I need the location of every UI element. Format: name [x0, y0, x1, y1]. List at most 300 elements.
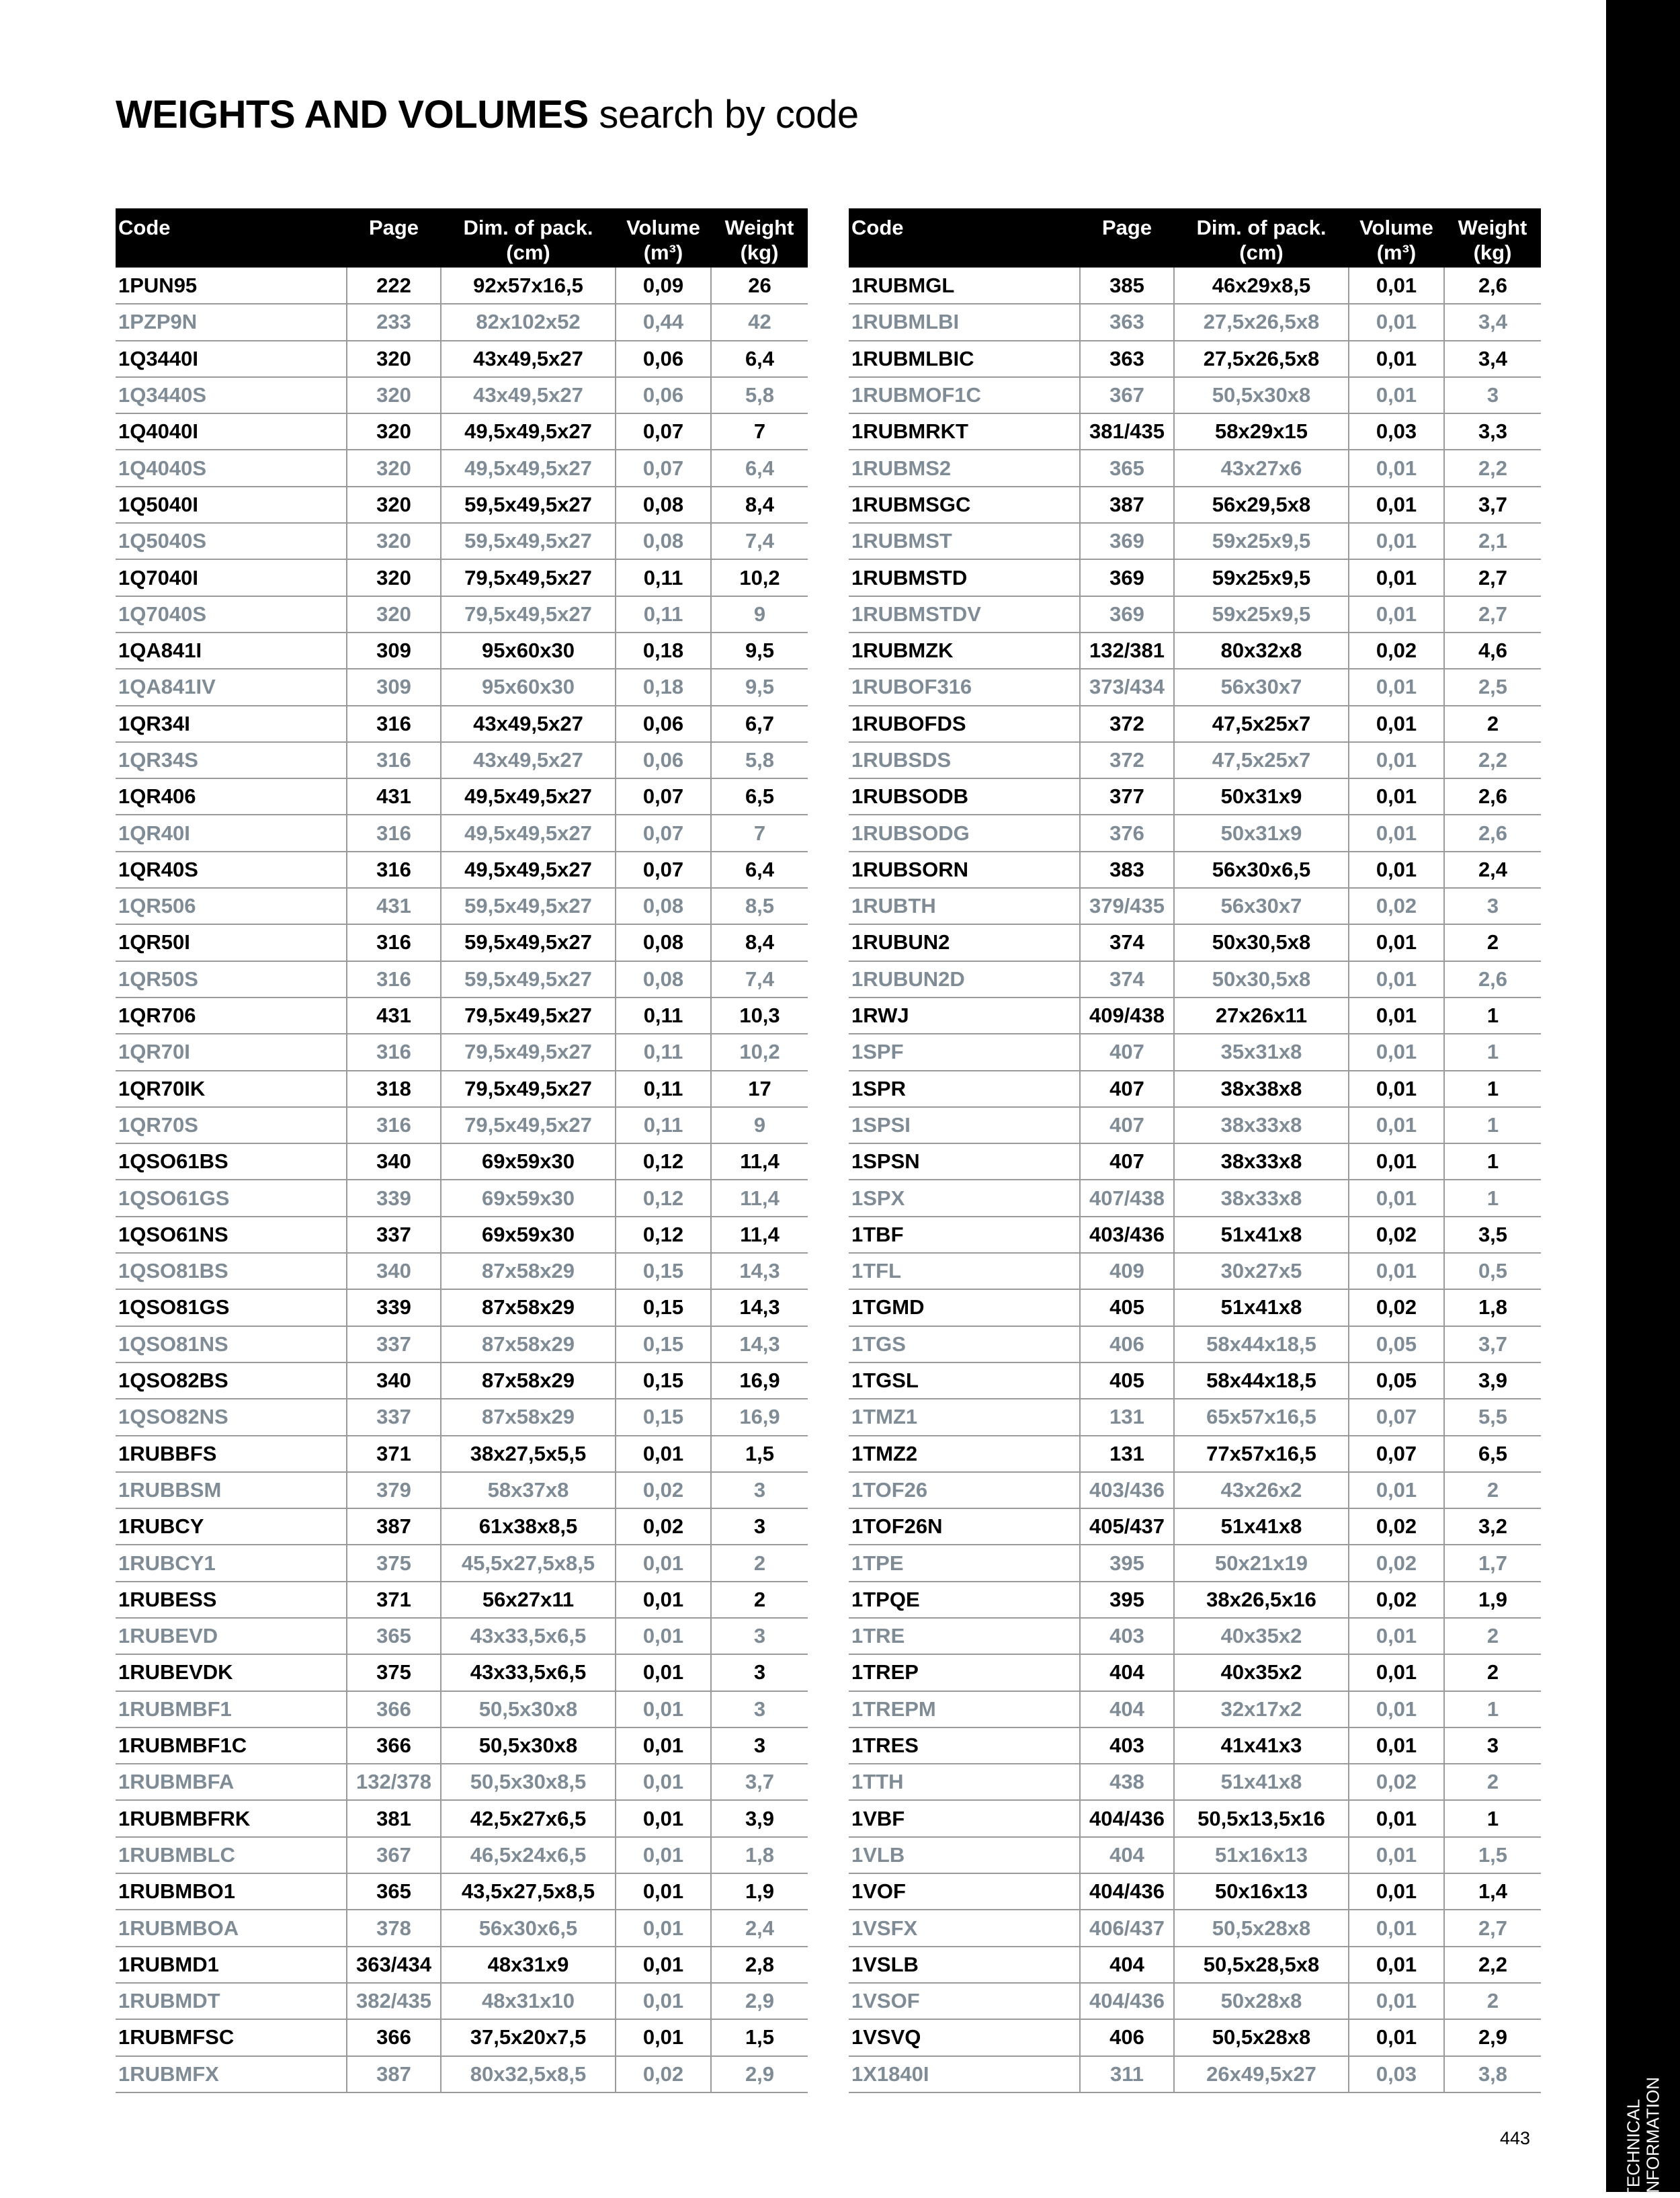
table-row: [116, 1143, 808, 1180]
cell-code: 1TGMD: [849, 1289, 1080, 1326]
table-row: [849, 633, 1541, 669]
cell-code: 1QR34I: [116, 706, 347, 742]
cell-page: 320: [347, 450, 441, 486]
cell-code: 1Q5040I: [116, 487, 347, 523]
cell-page: 375: [347, 1545, 441, 1581]
cell-dimensions: 50,5x28x8: [1174, 2019, 1349, 2055]
table-row: [849, 924, 1541, 961]
cell-weight: 5,5: [1444, 1399, 1541, 1435]
cell-dimensions: 87x58x29: [441, 1326, 616, 1362]
cell-weight: 2,6: [1444, 268, 1541, 304]
cell-volume: 0,01: [1349, 487, 1444, 523]
table-row: [849, 1618, 1541, 1654]
cell-page: 403/436: [1080, 1217, 1174, 1253]
cell-volume: 0,06: [616, 377, 711, 413]
cell-page: 309: [347, 633, 441, 669]
cell-page: 132/381: [1080, 633, 1174, 669]
cell-code: 1Q5040S: [116, 523, 347, 559]
table-row: [849, 778, 1541, 815]
cell-weight: 7: [711, 815, 808, 851]
cell-page: 369: [1080, 523, 1174, 559]
cell-volume: 0,01: [616, 1618, 711, 1654]
cell-code: 1Q3440I: [116, 341, 347, 377]
cell-dimensions: 38x27,5x5,5: [441, 1436, 616, 1472]
cell-page: 373/434: [1080, 669, 1174, 705]
cell-weight: 26: [711, 268, 808, 304]
cell-weight: 1: [1444, 1800, 1541, 1836]
table-row: [116, 1508, 808, 1545]
cell-page: 404/436: [1080, 1983, 1174, 2019]
cell-weight: 3,2: [1444, 1508, 1541, 1545]
cell-page: 407/438: [1080, 1180, 1174, 1216]
cell-weight: 3: [1444, 1727, 1541, 1764]
cell-page: 316: [347, 961, 441, 998]
cell-page: 395: [1080, 1582, 1174, 1618]
cell-page: 404/436: [1080, 1873, 1174, 1910]
col-header-weight: Weight (kg): [1444, 208, 1541, 268]
cell-weight: 2,2: [1444, 1947, 1541, 1983]
cell-code: 1RUBMLBIC: [849, 341, 1080, 377]
cell-code: 1RUBMD1: [116, 1947, 347, 1983]
cell-weight: 1: [1444, 1034, 1541, 1070]
cell-dimensions: 43,5x27,5x8,5: [441, 1873, 616, 1910]
cell-weight: 1,5: [711, 1436, 808, 1472]
page-title-rest: search by code: [588, 93, 859, 136]
cell-page: 379/435: [1080, 888, 1174, 924]
cell-weight: 11,4: [711, 1217, 808, 1253]
table-row: [116, 1107, 808, 1143]
cell-volume: 0,07: [616, 852, 711, 888]
cell-dimensions: 45,5x27,5x8,5: [441, 1545, 616, 1581]
table-row: [849, 268, 1541, 304]
cell-weight: 6,4: [711, 341, 808, 377]
cell-code: 1QSO61NS: [116, 1217, 347, 1253]
table-row: [116, 706, 808, 742]
side-tab-label: [1624, 2077, 1662, 2198]
cell-volume: 0,02: [1349, 1217, 1444, 1253]
table-row: [849, 1034, 1541, 1070]
cell-volume: 0,01: [1349, 961, 1444, 998]
cell-weight: 2: [1444, 1654, 1541, 1691]
table-row: [116, 1727, 808, 1764]
cell-code: 1RUBMFSC: [116, 2019, 347, 2055]
table-row: [116, 1071, 808, 1107]
cell-volume: 0,01: [1349, 1034, 1444, 1070]
cell-dimensions: 50,5x30x8: [441, 1727, 616, 1764]
cell-volume: 0,01: [1349, 1180, 1444, 1216]
cell-code: 1VSLB: [849, 1947, 1080, 1983]
cell-code: 1RUBMZK: [849, 633, 1080, 669]
cell-page: 409: [1080, 1253, 1174, 1289]
table-row: [116, 924, 808, 961]
cell-weight: 2: [711, 1545, 808, 1581]
table-row: [116, 1253, 808, 1289]
table-row: [849, 1873, 1541, 1910]
cell-dimensions: 50x30,5x8: [1174, 924, 1349, 961]
cell-weight: 2,6: [1444, 815, 1541, 851]
cell-dimensions: 46,5x24x6,5: [441, 1837, 616, 1873]
cell-weight: 1: [1444, 1180, 1541, 1216]
cell-volume: 0,15: [616, 1399, 711, 1435]
cell-dimensions: 59,5x49,5x27: [441, 487, 616, 523]
cell-weight: 7: [711, 413, 808, 450]
cell-dimensions: 43x26x2: [1174, 1472, 1349, 1508]
cell-weight: 3,7: [1444, 487, 1541, 523]
table-row: [116, 487, 808, 523]
table-row: [849, 377, 1541, 413]
cell-page: 340: [347, 1253, 441, 1289]
cell-page: 387: [1080, 487, 1174, 523]
cell-page: 337: [347, 1217, 441, 1253]
cell-page: 407: [1080, 1034, 1174, 1070]
cell-page: 365: [1080, 450, 1174, 486]
cell-weight: 0,5: [1444, 1253, 1541, 1289]
cell-code: 1X1840I: [849, 2056, 1080, 2092]
cell-code: 1SPF: [849, 1034, 1080, 1070]
cell-dimensions: 26x49,5x27: [1174, 2056, 1349, 2092]
cell-code: 1QR70I: [116, 1034, 347, 1070]
cell-volume: 0,01: [1349, 706, 1444, 742]
cell-weight: 14,3: [711, 1326, 808, 1362]
cell-code: 1Q3440S: [116, 377, 347, 413]
table-header: [116, 208, 808, 268]
cell-weight: 1: [1444, 998, 1541, 1034]
col-header-volume: Volume (m³): [616, 208, 711, 268]
cell-code: 1RUBEVD: [116, 1618, 347, 1654]
cell-code: 1RUBSDS: [849, 742, 1080, 778]
cell-page: 371: [347, 1582, 441, 1618]
cell-volume: 0,01: [616, 1983, 711, 2019]
cell-volume: 0,11: [616, 1034, 711, 1070]
table-row: [116, 523, 808, 559]
cell-page: 316: [347, 706, 441, 742]
cell-dimensions: 50,5x30x8: [1174, 377, 1349, 413]
cell-page: 404: [1080, 1947, 1174, 1983]
side-tab-label-line-2: INFORMATION: [1642, 2076, 1663, 2198]
cell-page: 381: [347, 1800, 441, 1836]
cell-dimensions: 51x16x13: [1174, 1837, 1349, 1873]
cell-code: 1RWJ: [849, 998, 1080, 1034]
table-row: [116, 1326, 808, 1362]
cell-volume: 0,02: [616, 2056, 711, 2092]
cell-page: 403: [1080, 1618, 1174, 1654]
cell-weight: 6,5: [711, 778, 808, 815]
cell-code: 1TOF26: [849, 1472, 1080, 1508]
table-row: [116, 1582, 808, 1618]
cell-dimensions: 50x21x19: [1174, 1545, 1349, 1581]
cell-page: 378: [347, 1910, 441, 1946]
cell-volume: 0,15: [616, 1326, 711, 1362]
cell-code: 1VSOF: [849, 1983, 1080, 2019]
cell-weight: 6,5: [1444, 1436, 1541, 1472]
cell-weight: 5,8: [711, 742, 808, 778]
cell-volume: 0,02: [616, 1472, 711, 1508]
table-row: [849, 1180, 1541, 1216]
cell-dimensions: 48x31x9: [441, 1947, 616, 1983]
cell-dimensions: 56x27x11: [441, 1582, 616, 1618]
cell-weight: 3: [711, 1691, 808, 1727]
cell-weight: 3: [711, 1508, 808, 1545]
cell-weight: 2: [1444, 706, 1541, 742]
cell-weight: 7,4: [711, 961, 808, 998]
cell-code: 1QR50I: [116, 924, 347, 961]
cell-dimensions: 59,5x49,5x27: [441, 523, 616, 559]
cell-dimensions: 77x57x16,5: [1174, 1436, 1349, 1472]
cell-dimensions: 43x49,5x27: [441, 377, 616, 413]
cell-volume: 0,07: [616, 450, 711, 486]
cell-dimensions: 56x29,5x8: [1174, 487, 1349, 523]
cell-dimensions: 79,5x49,5x27: [441, 596, 616, 633]
cell-volume: 0,07: [1349, 1399, 1444, 1435]
cell-page: 372: [1080, 742, 1174, 778]
table-row: [849, 1253, 1541, 1289]
cell-weight: 11,4: [711, 1143, 808, 1180]
table-row: [116, 1654, 808, 1691]
cell-dimensions: 51x41x8: [1174, 1289, 1349, 1326]
cell-page: 381/435: [1080, 413, 1174, 450]
cell-weight: 3,4: [1444, 341, 1541, 377]
cell-code: 1TREPM: [849, 1691, 1080, 1727]
cell-code: 1Q7040S: [116, 596, 347, 633]
table-row: [116, 852, 808, 888]
table-row: [849, 450, 1541, 486]
cell-dimensions: 80x32x8: [1174, 633, 1349, 669]
cell-page: 339: [347, 1180, 441, 1216]
table-row: [116, 1217, 808, 1253]
cell-weight: 10,3: [711, 998, 808, 1034]
cell-code: 1TRES: [849, 1727, 1080, 1764]
cell-weight: 2,6: [1444, 778, 1541, 815]
cell-page: 383: [1080, 852, 1174, 888]
cell-weight: 9,5: [711, 633, 808, 669]
cell-dimensions: 35x31x8: [1174, 1034, 1349, 1070]
cell-code: 1Q4040S: [116, 450, 347, 486]
cell-code: 1TGSL: [849, 1362, 1080, 1399]
cell-weight: 1: [1444, 1107, 1541, 1143]
table-header: [849, 208, 1541, 268]
cell-dimensions: 50x31x9: [1174, 778, 1349, 815]
cell-dimensions: 38x33x8: [1174, 1107, 1349, 1143]
cell-page: 405: [1080, 1289, 1174, 1326]
cell-code: 1QR506: [116, 888, 347, 924]
cell-page: 407: [1080, 1107, 1174, 1143]
cell-dimensions: 79,5x49,5x27: [441, 559, 616, 596]
cell-dimensions: 43x33,5x6,5: [441, 1618, 616, 1654]
cell-dimensions: 58x29x15: [1174, 413, 1349, 450]
table-row: [116, 1472, 808, 1508]
cell-dimensions: 50,5x28,5x8: [1174, 1947, 1349, 1983]
cell-page: 365: [347, 1873, 441, 1910]
cell-volume: 0,01: [1349, 924, 1444, 961]
page-number: 443: [1500, 2128, 1531, 2148]
cell-weight: 2: [1444, 1472, 1541, 1508]
cell-dimensions: 95x60x30: [441, 669, 616, 705]
cell-weight: 1: [1444, 1691, 1541, 1727]
cell-weight: 16,9: [711, 1362, 808, 1399]
cell-weight: 10,2: [711, 1034, 808, 1070]
cell-code: 1QSO82NS: [116, 1399, 347, 1435]
cell-dimensions: 56x30x6,5: [1174, 852, 1349, 888]
table-row: [116, 1873, 808, 1910]
cell-page: 340: [347, 1143, 441, 1180]
cell-volume: 0,06: [616, 742, 711, 778]
cell-dimensions: 50x30,5x8: [1174, 961, 1349, 998]
cell-page: 405: [1080, 1362, 1174, 1399]
cell-code: 1RUBMSTD: [849, 559, 1080, 596]
cell-code: 1TRE: [849, 1618, 1080, 1654]
table-row: [116, 413, 808, 450]
cell-code: 1RUBOF316: [849, 669, 1080, 705]
cell-weight: 2,6: [1444, 961, 1541, 998]
table-row: [849, 1436, 1541, 1472]
cell-dimensions: 87x58x29: [441, 1399, 616, 1435]
cell-code: 1QSO61GS: [116, 1180, 347, 1216]
cell-dimensions: 40x35x2: [1174, 1618, 1349, 1654]
cell-weight: 2: [1444, 1618, 1541, 1654]
cell-dimensions: 51x41x8: [1174, 1217, 1349, 1253]
cell-weight: 8,4: [711, 924, 808, 961]
cell-code: 1SPX: [849, 1180, 1080, 1216]
cell-weight: 1,8: [1444, 1289, 1541, 1326]
cell-weight: 2,4: [1444, 852, 1541, 888]
cell-dimensions: 50x31x9: [1174, 815, 1349, 851]
table-row: [849, 2019, 1541, 2055]
cell-volume: 0,01: [1349, 1654, 1444, 1691]
cell-weight: 2,7: [1444, 559, 1541, 596]
table-row: [849, 1362, 1541, 1399]
cell-weight: 5,8: [711, 377, 808, 413]
cell-weight: 1: [1444, 1143, 1541, 1180]
cell-page: 377: [1080, 778, 1174, 815]
table-row: [116, 888, 808, 924]
cell-weight: 1,7: [1444, 1545, 1541, 1581]
table-row: [849, 1508, 1541, 1545]
cell-volume: 0,01: [1349, 1143, 1444, 1180]
cell-page: 320: [347, 413, 441, 450]
cell-code: 1VOF: [849, 1873, 1080, 1910]
cell-page: 406: [1080, 2019, 1174, 2055]
table-row: [849, 1910, 1541, 1946]
cell-volume: 0,12: [616, 1217, 711, 1253]
cell-page: 320: [347, 487, 441, 523]
cell-dimensions: 50x16x13: [1174, 1873, 1349, 1910]
cell-page: 404: [1080, 1654, 1174, 1691]
table-row: [116, 377, 808, 413]
cell-dimensions: 47,5x25x7: [1174, 742, 1349, 778]
cell-page: 131: [1080, 1436, 1174, 1472]
cell-page: 438: [1080, 1764, 1174, 1800]
cell-dimensions: 50,5x30x8,5: [441, 1764, 616, 1800]
cell-volume: 0,09: [616, 268, 711, 304]
cell-dimensions: 69x59x30: [441, 1217, 616, 1253]
cell-volume: 0,01: [1349, 377, 1444, 413]
cell-dimensions: 61x38x8,5: [441, 1508, 616, 1545]
cell-weight: 14,3: [711, 1289, 808, 1326]
table-row: [116, 669, 808, 705]
cell-code: 1QR70IK: [116, 1071, 347, 1107]
cell-code: 1RUBSODB: [849, 778, 1080, 815]
cell-weight: 2,7: [1444, 596, 1541, 633]
cell-volume: 0,01: [616, 1764, 711, 1800]
cell-weight: 3: [711, 1618, 808, 1654]
table-row: [849, 1289, 1541, 1326]
cell-dimensions: 50x28x8: [1174, 1983, 1349, 2019]
cell-volume: 0,12: [616, 1180, 711, 1216]
table-row: [116, 778, 808, 815]
cell-weight: 10,2: [711, 559, 808, 596]
cell-code: 1VSVQ: [849, 2019, 1080, 2055]
cell-dimensions: 56x30x6,5: [441, 1910, 616, 1946]
table-row: [849, 1143, 1541, 1180]
cell-dimensions: 38x33x8: [1174, 1143, 1349, 1180]
cell-page: 316: [347, 1034, 441, 1070]
cell-weight: 3: [711, 1472, 808, 1508]
weights-table-left: [116, 208, 808, 2093]
cell-code: 1RUBUN2: [849, 924, 1080, 961]
cell-page: 316: [347, 815, 441, 851]
cell-dimensions: 51x41x8: [1174, 1764, 1349, 1800]
cell-page: 366: [347, 2019, 441, 2055]
cell-weight: 2,2: [1444, 450, 1541, 486]
cell-code: 1TOF26N: [849, 1508, 1080, 1545]
cell-volume: 0,11: [616, 998, 711, 1034]
cell-weight: 9,5: [711, 669, 808, 705]
cell-volume: 0,01: [616, 1691, 711, 1727]
cell-weight: 3,7: [711, 1764, 808, 1800]
col-header-dimensions: Dim. of pack. (cm): [1174, 208, 1349, 268]
cell-page: 363: [1080, 304, 1174, 340]
cell-dimensions: 69x59x30: [441, 1180, 616, 1216]
cell-dimensions: 30x27x5: [1174, 1253, 1349, 1289]
cell-dimensions: 50,5x30x8: [441, 1691, 616, 1727]
cell-page: 404: [1080, 1837, 1174, 1873]
cell-page: 395: [1080, 1545, 1174, 1581]
table-row: [849, 1837, 1541, 1873]
cell-volume: 0,08: [616, 924, 711, 961]
cell-dimensions: 58x44x18,5: [1174, 1362, 1349, 1399]
cell-volume: 0,01: [1349, 596, 1444, 633]
table-row: [849, 523, 1541, 559]
cell-page: 406: [1080, 1326, 1174, 1362]
cell-dimensions: 65x57x16,5: [1174, 1399, 1349, 1435]
cell-weight: 1,9: [1444, 1582, 1541, 1618]
cell-code: 1QR706: [116, 998, 347, 1034]
table-row: [116, 2019, 808, 2055]
cell-weight: 3,7: [1444, 1326, 1541, 1362]
cell-volume: 0,18: [616, 633, 711, 669]
cell-code: 1RUBMOF1C: [849, 377, 1080, 413]
cell-code: 1RUBMBFA: [116, 1764, 347, 1800]
cell-code: 1QR40S: [116, 852, 347, 888]
cell-page: 406/437: [1080, 1910, 1174, 1946]
cell-weight: 1,9: [711, 1873, 808, 1910]
cell-volume: 0,01: [616, 1727, 711, 1764]
cell-volume: 0,02: [1349, 888, 1444, 924]
cell-weight: 6,7: [711, 706, 808, 742]
cell-weight: 9: [711, 596, 808, 633]
cell-code: 1QSO81NS: [116, 1326, 347, 1362]
col-header-code: Code: [849, 208, 1080, 268]
cell-page: 431: [347, 778, 441, 815]
cell-volume: 0,03: [1349, 413, 1444, 450]
cell-volume: 0,01: [616, 1837, 711, 1873]
table-row: [849, 669, 1541, 705]
cell-dimensions: 79,5x49,5x27: [441, 998, 616, 1034]
cell-code: 1RUBTH: [849, 888, 1080, 924]
table-row: [116, 1545, 808, 1581]
cell-page: 404/436: [1080, 1800, 1174, 1836]
table-row: [849, 1582, 1541, 1618]
